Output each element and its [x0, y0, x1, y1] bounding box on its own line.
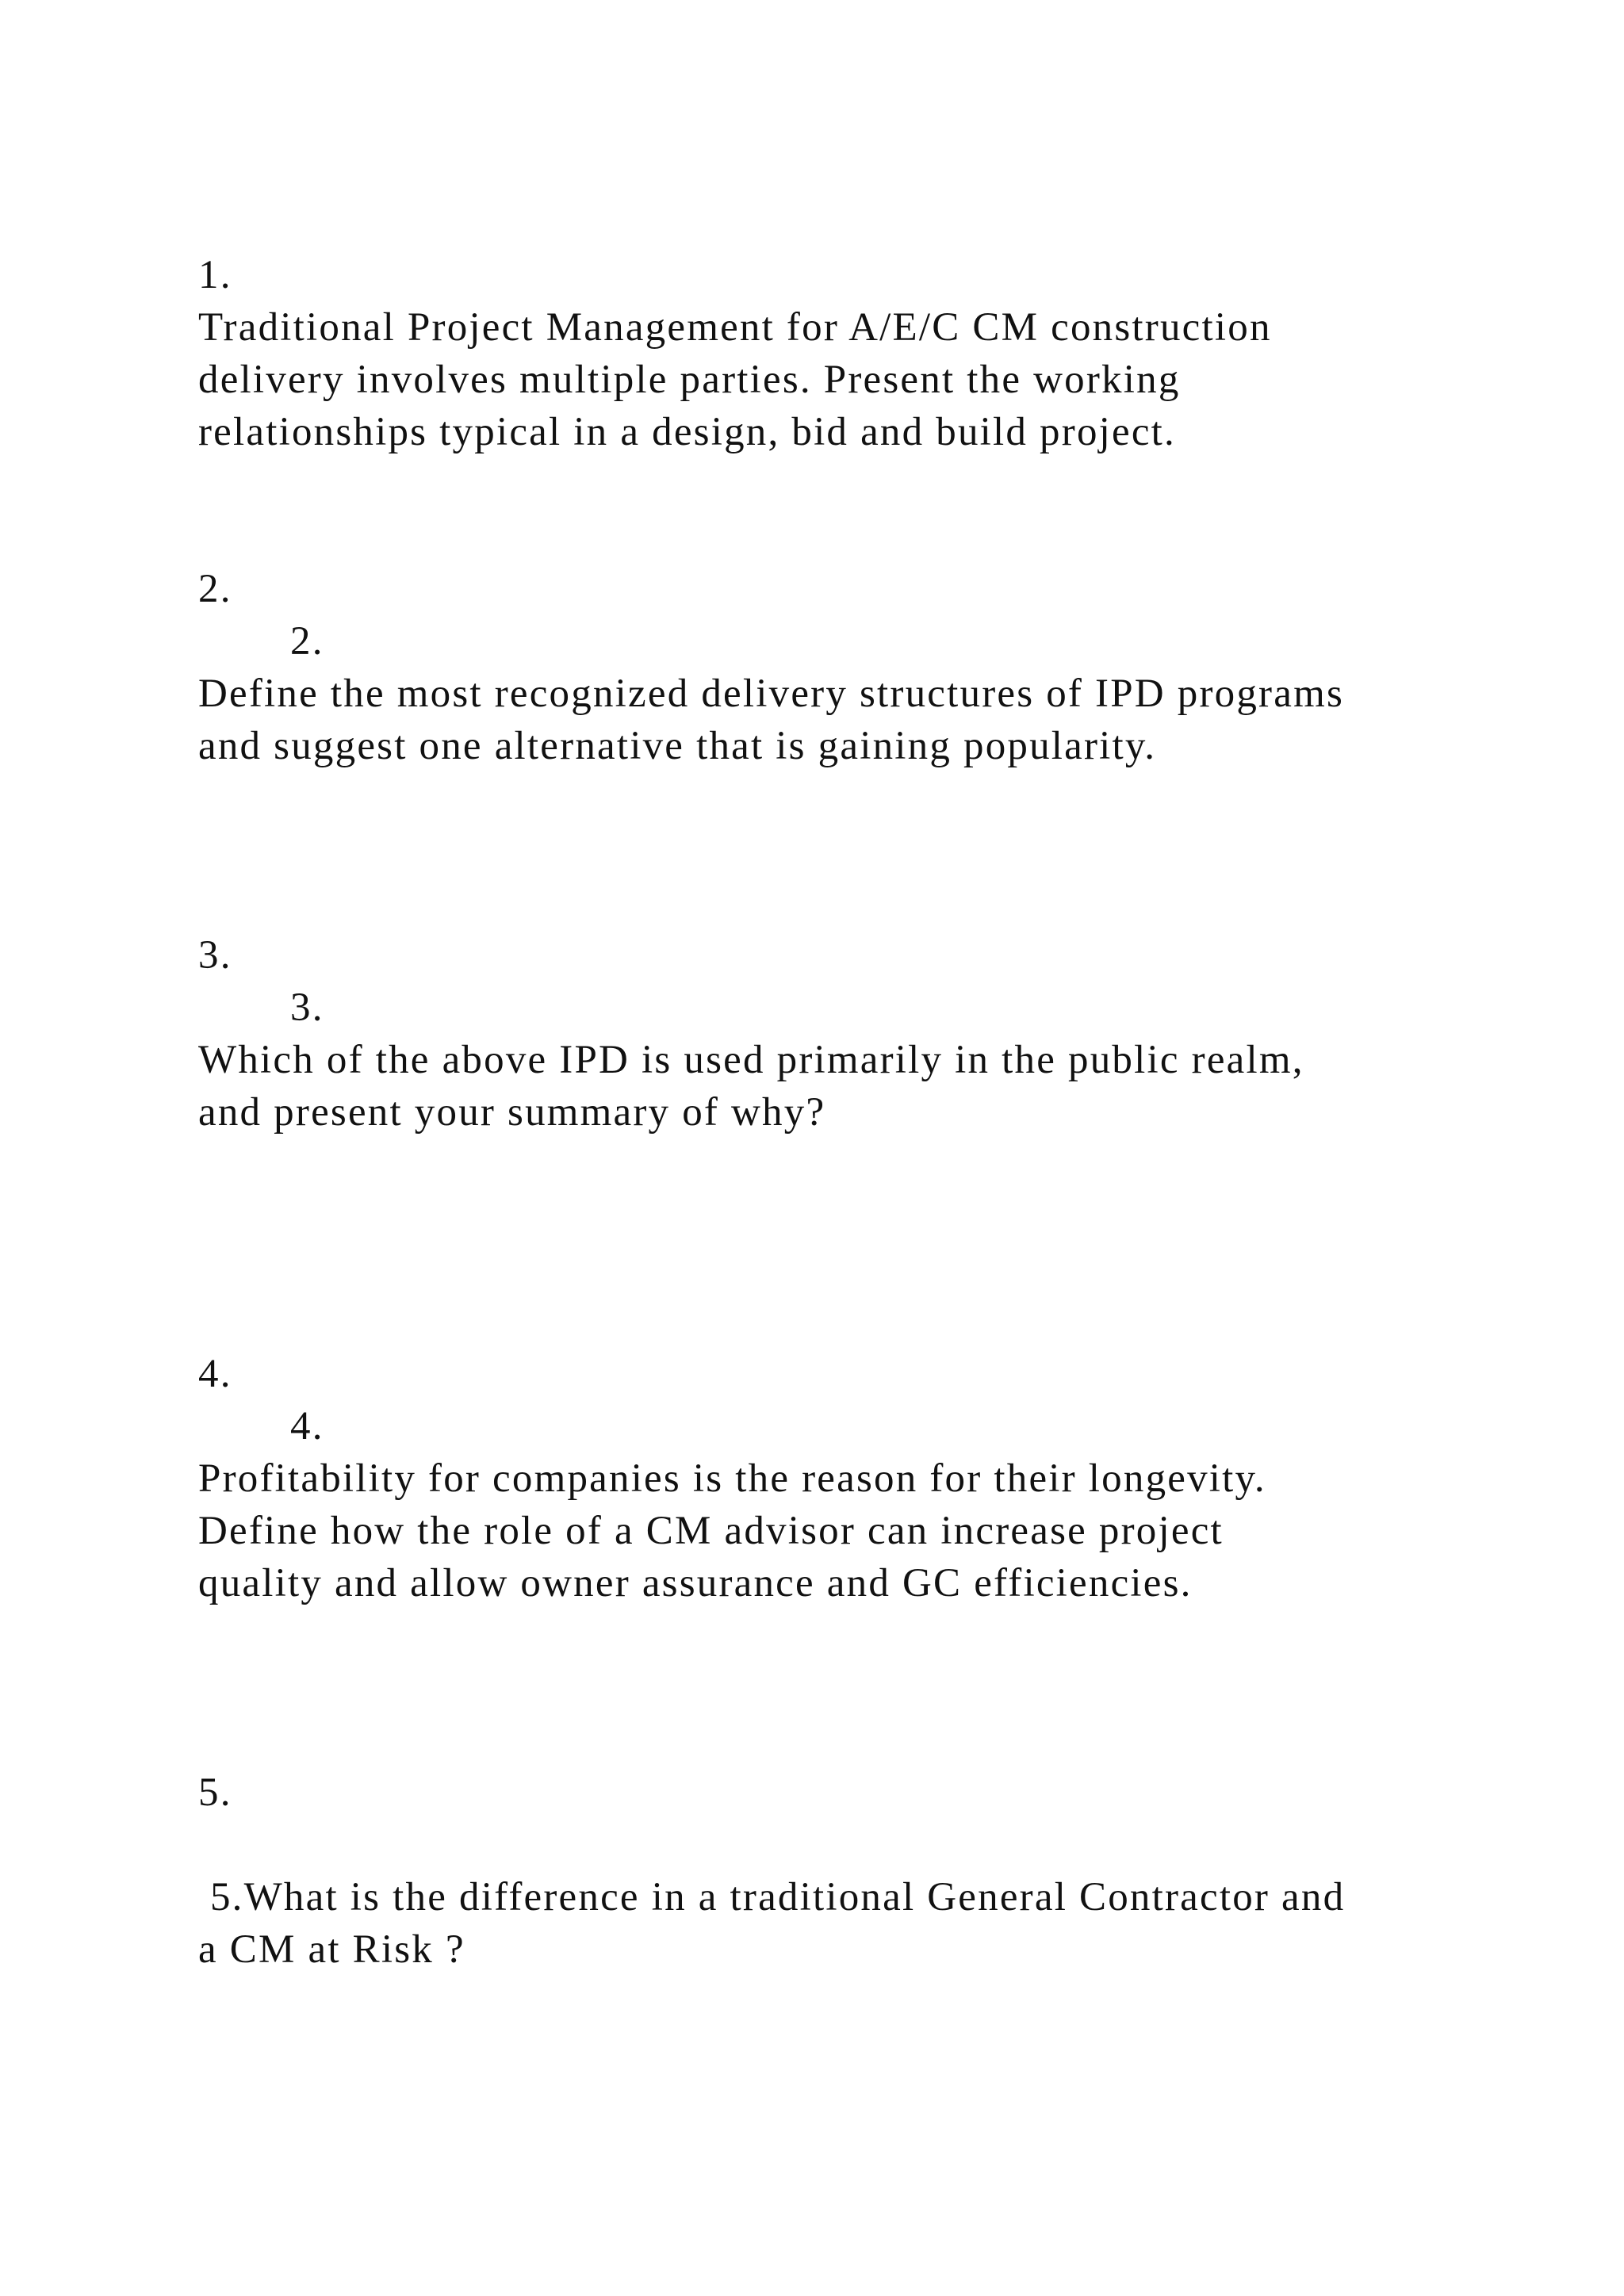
- question-number: 3.: [198, 933, 232, 978]
- question-sub-number: 4.: [290, 1404, 324, 1448]
- question-text-line: and present your summary of why?: [198, 1090, 826, 1135]
- question-text-line: and suggest one alternative that is gaining popularity.: [198, 724, 1157, 768]
- question-number: 4.: [198, 1352, 232, 1396]
- question-text-line: 5.What is the difference in a traditional General Contractor and: [198, 1875, 1346, 1919]
- question-text-line: delivery involves multiple parties. Present the working: [198, 358, 1181, 402]
- question-text-line: a CM at Risk ?: [198, 1927, 465, 1972]
- question-number: 2.: [198, 567, 232, 611]
- question-text-line: Traditional Project Management for A/E/C CM construction: [198, 305, 1272, 350]
- question-text-line: Which of the above IPD is used primarily in the public realm,: [198, 1038, 1304, 1082]
- question-text-line: Define how the role of a CM advisor can increase project: [198, 1509, 1224, 1553]
- question-text-line: quality and allow owner assurance and GC efficiencies.: [198, 1561, 1193, 1605]
- question-text-line: relationships typical in a design, bid and build project.: [198, 410, 1177, 454]
- question-number: 5.: [198, 1770, 232, 1815]
- question-text-line: Profitability for companies is the reason for their longevity.: [198, 1456, 1266, 1501]
- question-text-line: Define the most recognized delivery structures of IPD programs: [198, 672, 1344, 716]
- question-sub-number: 3.: [290, 985, 324, 1030]
- question-sub-number: 2.: [290, 619, 324, 664]
- question-number: 1.: [198, 253, 232, 297]
